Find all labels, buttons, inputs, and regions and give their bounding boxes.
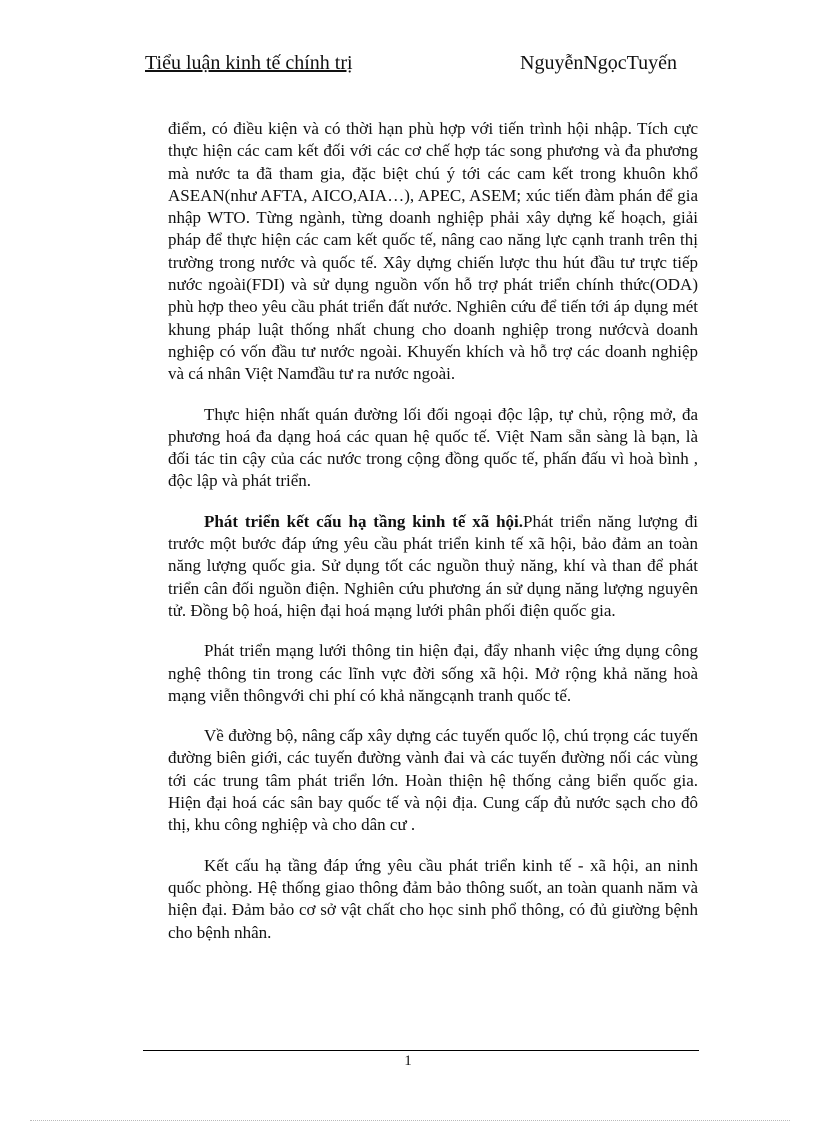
paragraph-text: điểm, có điều kiện và có thời hạn phù hợp với tiến trình hội nhập. Tích cực thực hiện các cam kết đối với các cơ chế hợp tác song phương và đa phương mà nước ta đã tham gia, đặc biệt chú ý tới các cam kết trong khuôn khổ ASEAN(như AFTA, AICO,AIA…), APEC, ASEM; xúc tiến đàm phán để gia nhập WTO. Từng ngành, từng doanh nghiệp phải xây dựng kế hoạch, giải pháp để thực hiện các cam kết quốc tế, nâng cao năng lực cạnh tranh trên thị trường trong nước và quốc tế. Xây dựng chiến lược thu hút đầu tư trực tiếp nước ngoài(FDI) và sử dụng nguồn vốn hỗ trợ phát triển chính thức(ODA) phù hợp theo yêu cầu phát triển đất nước. Nghiên cứu để tiến tới áp dụng mét khung pháp luật thống nhất chung cho doanh nghiệp trong nướcvà doanh nghiệp có vốn đầu tư nước ngoài. Khuyến khích và hỗ trợ các doanh nghiệp và cá nhân Việt Namđầu tư ra nước ngoài. [168, 119, 698, 384]
paragraph-text: Phát triển năng lượng đi trước một bước đáp ứng yêu cầu phát triển kinh tế xã hội, bảo đảm an toàn năng lượng quốc gia. Sử dụng tốt các nguồn thuỷ năng, khí và than để phát triển cân đối nguồn điện. Nghiên cứu phương án sử dụng năng lượng nguyên tử. Đồng bộ hoá, hiện đại hoá mạng lưới phân phối điện quốc gia. [168, 511, 698, 620]
page-edge-divider [30, 1120, 790, 1121]
body-text [168, 118, 698, 962]
footer-divider [143, 1050, 699, 1051]
header-document-title: Tiểu luận kinh tế chính trị [145, 52, 353, 74]
page-number: 1 [404, 1053, 412, 1069]
paragraph [168, 118, 698, 386]
header-author-name: NguyễnNgọcTuyến [520, 52, 678, 74]
paragraph-text: Thực hiện nhất quán đường lối đối ngoại độc lập, tự chủ, rộng mở, đa phương hoá đa dạng hoá các quan hệ quốc tế. Việt Nam sẵn sàng là bạn, là đối tác tin cậy của các nước trong cộng đồng quốc tế, phấn đấu vì hoà bình , độc lập và phát triển. [168, 404, 698, 491]
paragraph-text: Phát triển mạng lưới thông tin hiện đại, đẩy nhanh việc ứng dụng công nghệ thông tin trong các lĩnh vực đời sống xã hội. Mở rộng khả năng hoà mạng viễn thôngvới chi phí có khả năngcạnh tranh quốc tế. [168, 641, 698, 705]
paragraph [168, 640, 698, 707]
paragraph-text: Về đường bộ, nâng cấp xây dựng các tuyến quốc lộ, chú trọng các tuyến đường biên giới, các tuyến đường vành đai và các tuyến đường nối các vùng tới các trung tâm phát triển lớn. Hoàn thiện hệ thống cảng biển quốc gia. Hiện đại hoá các sân bay quốc tế và nội địa. Cung cấp đủ nước sạch cho đô thị, khu công nghiệp và cho dân cư . [168, 726, 698, 835]
paragraph [168, 404, 698, 493]
section-heading: Phát triển kết cấu hạ tầng kinh tế xã hội. [204, 511, 524, 531]
paragraph-text: Kết cấu hạ tầng đáp ứng yêu cầu phát triển kinh tế - xã hội, an ninh quốc phòng. Hệ thống giao thông đảm bảo thông suốt, an toàn quanh năm và hiện đại. Đảm bảo cơ sở vật chất cho học sinh phổ thông, có đủ giường bệnh cho bệnh nhân. [168, 855, 698, 942]
paragraph [168, 511, 698, 622]
paragraph [168, 855, 698, 944]
paragraph [168, 725, 698, 836]
